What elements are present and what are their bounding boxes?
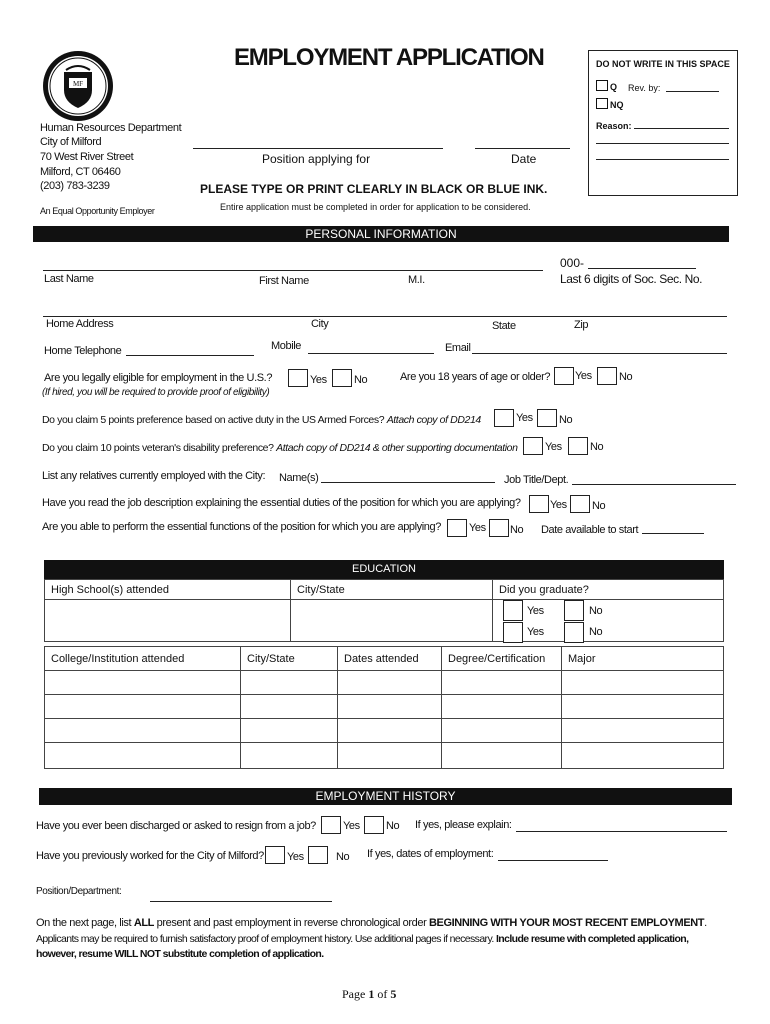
ten-point-yes-checkbox[interactable] — [523, 437, 543, 455]
page-title: EMPLOYMENT APPLICATION — [234, 44, 544, 71]
no-label: No — [589, 626, 603, 638]
discharged-question: Have you ever been discharged or asked to resign from a job? — [36, 820, 316, 832]
hs-header-school: High School(s) attended — [45, 580, 291, 600]
college-header-degree: Degree/Certification — [442, 647, 562, 671]
age-question: Are you 18 years of age or older? — [400, 371, 551, 383]
no-label: No — [354, 374, 368, 386]
job-title-label: Job Title/Dept. — [504, 474, 569, 486]
position-department-field[interactable] — [150, 901, 332, 902]
not-qualified-checkbox[interactable]: NQ — [596, 98, 624, 110]
worked-no-checkbox[interactable] — [308, 846, 328, 864]
no-label: No — [510, 524, 524, 536]
state-label: State — [492, 320, 516, 332]
yes-label: Yes — [575, 370, 592, 382]
relative-names-field[interactable] — [321, 482, 495, 483]
qualified-checkbox[interactable]: Q — [596, 80, 617, 92]
five-point-no-checkbox[interactable] — [537, 409, 557, 427]
previously-worked-question: Have you previously worked for the City of Milford? — [36, 850, 264, 862]
hr-phone: (203) 783-3239 — [40, 180, 110, 192]
yes-label: Yes — [550, 499, 567, 511]
hr-address-line: 70 West River Street — [40, 151, 134, 163]
discharged-no-checkbox[interactable] — [364, 816, 384, 834]
position-label: Position applying for — [262, 152, 371, 166]
email-label: Email — [445, 342, 471, 354]
relative-job-title-field[interactable] — [572, 484, 736, 485]
college-header-dates: Dates attended — [338, 647, 442, 671]
eligibility-question: Are you legally eligible for employment in the U.S.? — [44, 372, 273, 384]
mi-label: M.I. — [408, 274, 425, 286]
graduate-yes-checkbox[interactable] — [503, 622, 523, 643]
yes-label: Yes — [310, 374, 327, 386]
no-label: No — [589, 605, 603, 617]
hr-address-line: City of Milford — [40, 136, 102, 148]
hs-citystate-cell[interactable] — [291, 600, 493, 642]
history-instruction: On the next page, list ALL present and past employment in reverse chronological order BEGINNING WITH YOUR MOST RECENT EMPLOYMENT. — [36, 917, 707, 929]
reason-field[interactable] — [596, 159, 729, 160]
mobile-label: Mobile — [271, 340, 302, 352]
graduate-no-checkbox[interactable] — [564, 622, 584, 643]
able-no-checkbox[interactable] — [489, 519, 509, 537]
page-number: Page 1 of 5 — [342, 987, 397, 1001]
personal-info-heading: PERSONAL INFORMATION — [33, 226, 729, 242]
read-yes-checkbox[interactable] — [529, 495, 549, 513]
ssn-label: Last 6 digits of Soc. Sec. No. — [560, 272, 703, 286]
date-field[interactable] — [475, 148, 570, 149]
college-header-citystate: City/State — [241, 647, 338, 671]
no-label: No — [386, 820, 400, 832]
no-label: No — [619, 371, 633, 383]
able-yes-checkbox[interactable] — [447, 519, 467, 537]
names-label: Name(s) — [279, 472, 319, 484]
dates-of-employment-field[interactable] — [498, 860, 608, 861]
history-instruction: Applicants may be required to furnish satisfactory proof of employment history. Use additional pages if necessary. Include resume with completed application, — [36, 933, 689, 945]
age-no-checkbox[interactable] — [597, 367, 617, 385]
address-field[interactable] — [43, 316, 727, 317]
no-label: No — [336, 851, 350, 863]
rev-by-label: Rev. by: — [628, 83, 661, 93]
history-instruction: however, resume WILL NOT substitute completion of application. — [36, 948, 324, 960]
date-available-field[interactable] — [642, 533, 704, 534]
explain-field[interactable] — [516, 831, 727, 832]
yes-label: Yes — [527, 605, 544, 617]
home-address-label: Home Address — [46, 318, 114, 330]
city-label: City — [311, 318, 329, 330]
position-field[interactable] — [193, 148, 443, 149]
college-row[interactable] — [45, 719, 724, 743]
home-telephone-field[interactable] — [126, 355, 254, 356]
zip-label: Zip — [574, 319, 589, 331]
relatives-question: List any relatives currently employed with the City: — [42, 470, 266, 482]
email-field[interactable] — [472, 353, 727, 354]
mobile-field[interactable] — [308, 353, 434, 354]
first-name-label: First Name — [259, 275, 309, 287]
completion-instruction: Entire application must be completed in order for application to be considered. — [220, 202, 531, 212]
date-available-label: Date available to start — [541, 524, 639, 536]
college-header-institution: College/Institution attended — [45, 647, 241, 671]
college-row[interactable] — [45, 671, 724, 695]
no-label: No — [592, 500, 606, 512]
city-seal-logo — [42, 50, 114, 122]
five-point-yes-checkbox[interactable] — [494, 409, 514, 427]
college-header-major: Major — [562, 647, 724, 671]
position-department-label: Position/Department: — [36, 886, 122, 897]
name-field[interactable] — [43, 270, 543, 271]
date-label: Date — [511, 152, 537, 166]
yes-label: Yes — [516, 412, 533, 424]
age-yes-checkbox[interactable] — [554, 367, 574, 385]
worked-yes-checkbox[interactable] — [265, 846, 285, 864]
ten-point-question: Do you claim 10 points veteran's disability preference? Attach copy of DD214 & other supporting documentation — [42, 442, 518, 454]
reason-field[interactable] — [596, 143, 729, 144]
svg-text:MF: MF — [72, 80, 84, 88]
read-description-question: Have you read the job description explaining the essential duties of the position for which you are applying? — [42, 497, 521, 509]
dates-of-employment-label: If yes, dates of employment: — [367, 848, 494, 860]
yes-label: Yes — [545, 441, 562, 453]
eligible-yes-checkbox[interactable] — [288, 369, 308, 387]
hs-header-graduate: Did you graduate? — [493, 580, 724, 600]
hs-school-cell[interactable] — [45, 600, 291, 642]
eligibility-note: (If hired, you will be required to provide proof of eligibility) — [42, 387, 270, 398]
eligible-no-checkbox[interactable] — [332, 369, 352, 387]
education-heading: EDUCATION — [44, 560, 724, 579]
yes-label: Yes — [469, 522, 486, 534]
ink-instruction: PLEASE TYPE OR PRINT CLEARLY IN BLACK OR BLUE INK. — [200, 182, 548, 196]
college-row[interactable] — [45, 743, 724, 769]
discharged-yes-checkbox[interactable] — [321, 816, 341, 834]
college-table — [44, 646, 724, 769]
ssn-field[interactable] — [588, 268, 696, 269]
graduate-yes-checkbox[interactable] — [503, 600, 523, 621]
read-no-checkbox[interactable] — [570, 495, 590, 513]
reason-field[interactable] — [634, 128, 729, 129]
ten-point-no-checkbox[interactable] — [568, 437, 588, 455]
last-name-label: Last Name — [44, 273, 94, 285]
reason-label: Reason: — [596, 121, 632, 131]
able-to-perform-question: Are you able to perform the essential functions of the position for which you are applying? — [42, 521, 441, 533]
rev-by-field[interactable] — [666, 91, 719, 92]
graduate-no-checkbox[interactable] — [564, 600, 584, 621]
employment-history-heading: EMPLOYMENT HISTORY — [39, 788, 732, 805]
no-label: No — [590, 441, 604, 453]
hs-header-citystate: City/State — [291, 580, 493, 600]
eoe-statement: An Equal Opportunity Employer — [40, 206, 155, 216]
hr-address-line: Milford, CT 06460 — [40, 166, 121, 178]
yes-label: Yes — [343, 820, 360, 832]
no-label: No — [559, 414, 573, 426]
home-telephone-label: Home Telephone — [44, 345, 122, 357]
office-use-title: DO NOT WRITE IN THIS SPACE — [596, 59, 730, 69]
ssn-prefix: 000- — [560, 256, 585, 270]
high-school-table — [44, 579, 724, 642]
college-row[interactable] — [45, 695, 724, 719]
yes-label: Yes — [287, 851, 304, 863]
five-point-question: Do you claim 5 points preference based on active duty in the US Armed Forces? Attach copy of DD214 — [42, 414, 481, 426]
yes-label: Yes — [527, 626, 544, 638]
hr-address-line: Human Resources Department — [40, 122, 182, 134]
explain-label: If yes, please explain: — [415, 819, 512, 831]
